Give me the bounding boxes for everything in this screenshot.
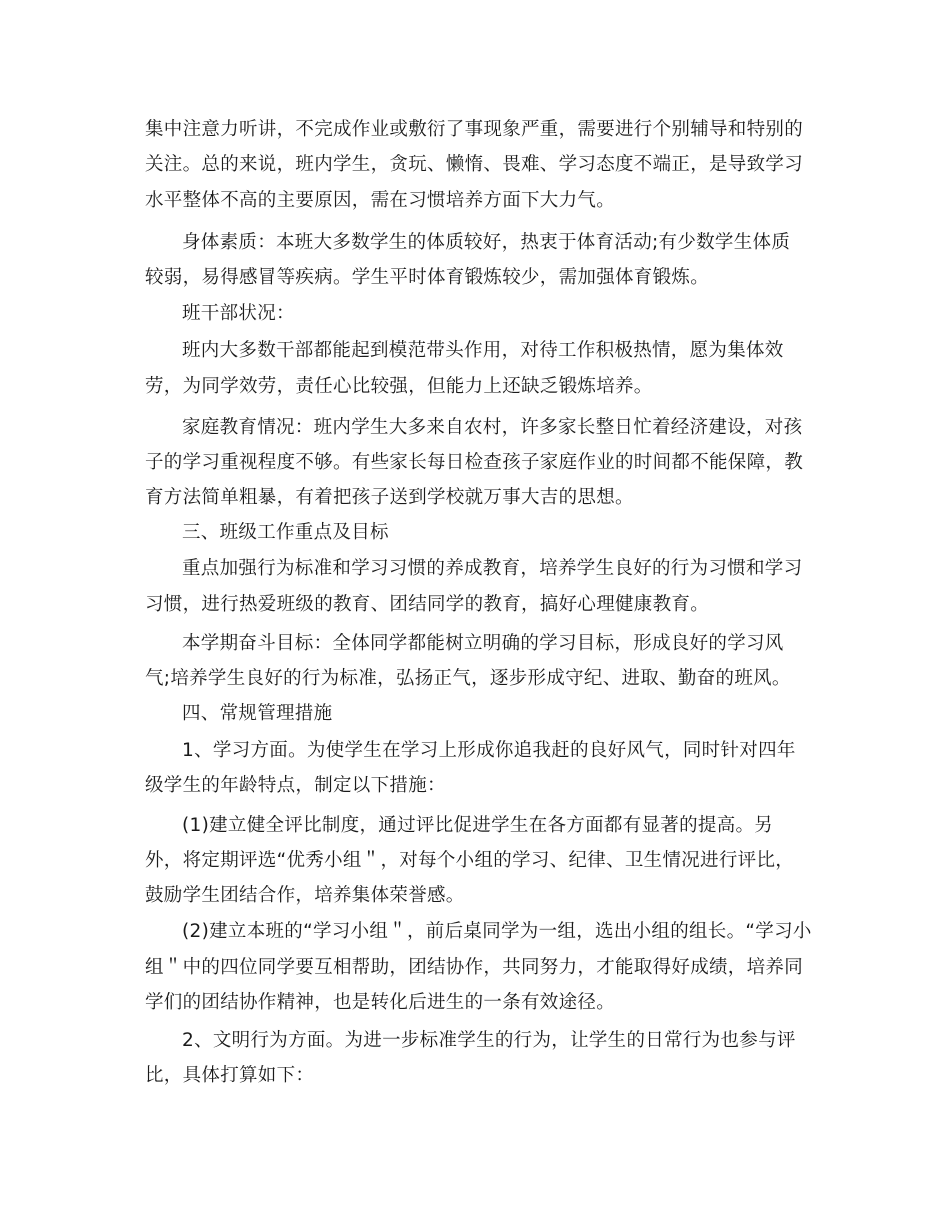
text-line: 组＂中的四位同学要互相帮助，团结协作，共同努力，才能取得好成绩，培养同	[145, 957, 804, 978]
section-heading: 四、常规管理措施	[182, 703, 333, 724]
text-line: 本学期奋斗目标：全体同学都能树立明确的学习目标，形成良好的学习风	[182, 633, 784, 654]
text-line: 子的学习重视程度不够。有些家长每日检查孩子家庭作业的时间都不能保障，教	[145, 452, 804, 473]
text-line: 学们的团结协作精神，也是转化后进生的一条有效途径。	[145, 992, 616, 1013]
text-line: (1)建立健全评比制度，通过评比促进学生在各方面都有显著的提高。另	[182, 815, 774, 836]
text-line: (2)建立本班的“学习小组＂，前后桌同学为一组，选出小组的组长。“学习小	[182, 921, 812, 942]
text-line: 习惯，进行热爱班级的教育、团结同学的教育，搞好心理健康教育。	[145, 594, 710, 615]
text-line: 班干部状况：	[182, 303, 295, 324]
text-line: 较弱，易得感冒等疾病。学生平时体育锻炼较少，需加强体育锻炼。	[145, 267, 710, 288]
text-line: 鼓励学生团结合作，培养集体荣誉感。	[145, 885, 465, 906]
text-line: 重点加强行为标准和学习习惯的养成教育，培养学生良好的行为习惯和学习	[182, 558, 803, 579]
text-line: 1、学习方面。为使学生在学习上形成你追我赶的良好风气，同时针对四年	[182, 740, 796, 761]
text-line: 2、文明行为方面。为进一步标准学生的行为，让学生的日常行为也参与评	[182, 1030, 796, 1051]
text-line: 集中注意力听讲，不完成作业或敷衍了事现象严重，需要进行个别辅导和特别的	[145, 119, 804, 140]
text-line: 家庭教育情况：班内学生大多来自农村，许多家长整日忙着经济建设，对孩	[182, 417, 803, 438]
text-line: 身体素质：本班大多数学生的体质较好，热衷于体育活动;有少数学生体质	[182, 232, 791, 253]
text-line: 级学生的年龄特点，制定以下措施：	[145, 775, 446, 796]
section-heading: 三、班级工作重点及目标	[182, 522, 389, 543]
text-line: 气;培养学生良好的行为标准，弘扬正气，逐步形成守纪、进取、勤奋的班风。	[145, 668, 791, 689]
text-line: 关注。总的来说，班内学生，贪玩、懒惰、畏难、学习态度不端正，是导致学习	[145, 154, 804, 175]
text-line: 育方法简单粗暴，有着把孩子送到学校就万事大吉的思想。	[145, 487, 634, 508]
text-line: 外，将定期评选“优秀小组＂，对每个小组的学习、纪律、卫生情况进行评比，	[145, 850, 795, 871]
text-line: 比，具体打算如下：	[145, 1065, 315, 1086]
text-line: 劳，为同学效劳，责任心比较强，但能力上还缺乏锻炼培养。	[145, 376, 653, 397]
text-line: 水平整体不高的主要原因，需在习惯培养方面下大力气。	[145, 190, 616, 211]
text-line: 班内大多数干部都能起到模范带头作用，对待工作积极热情，愿为集体效	[182, 340, 784, 361]
